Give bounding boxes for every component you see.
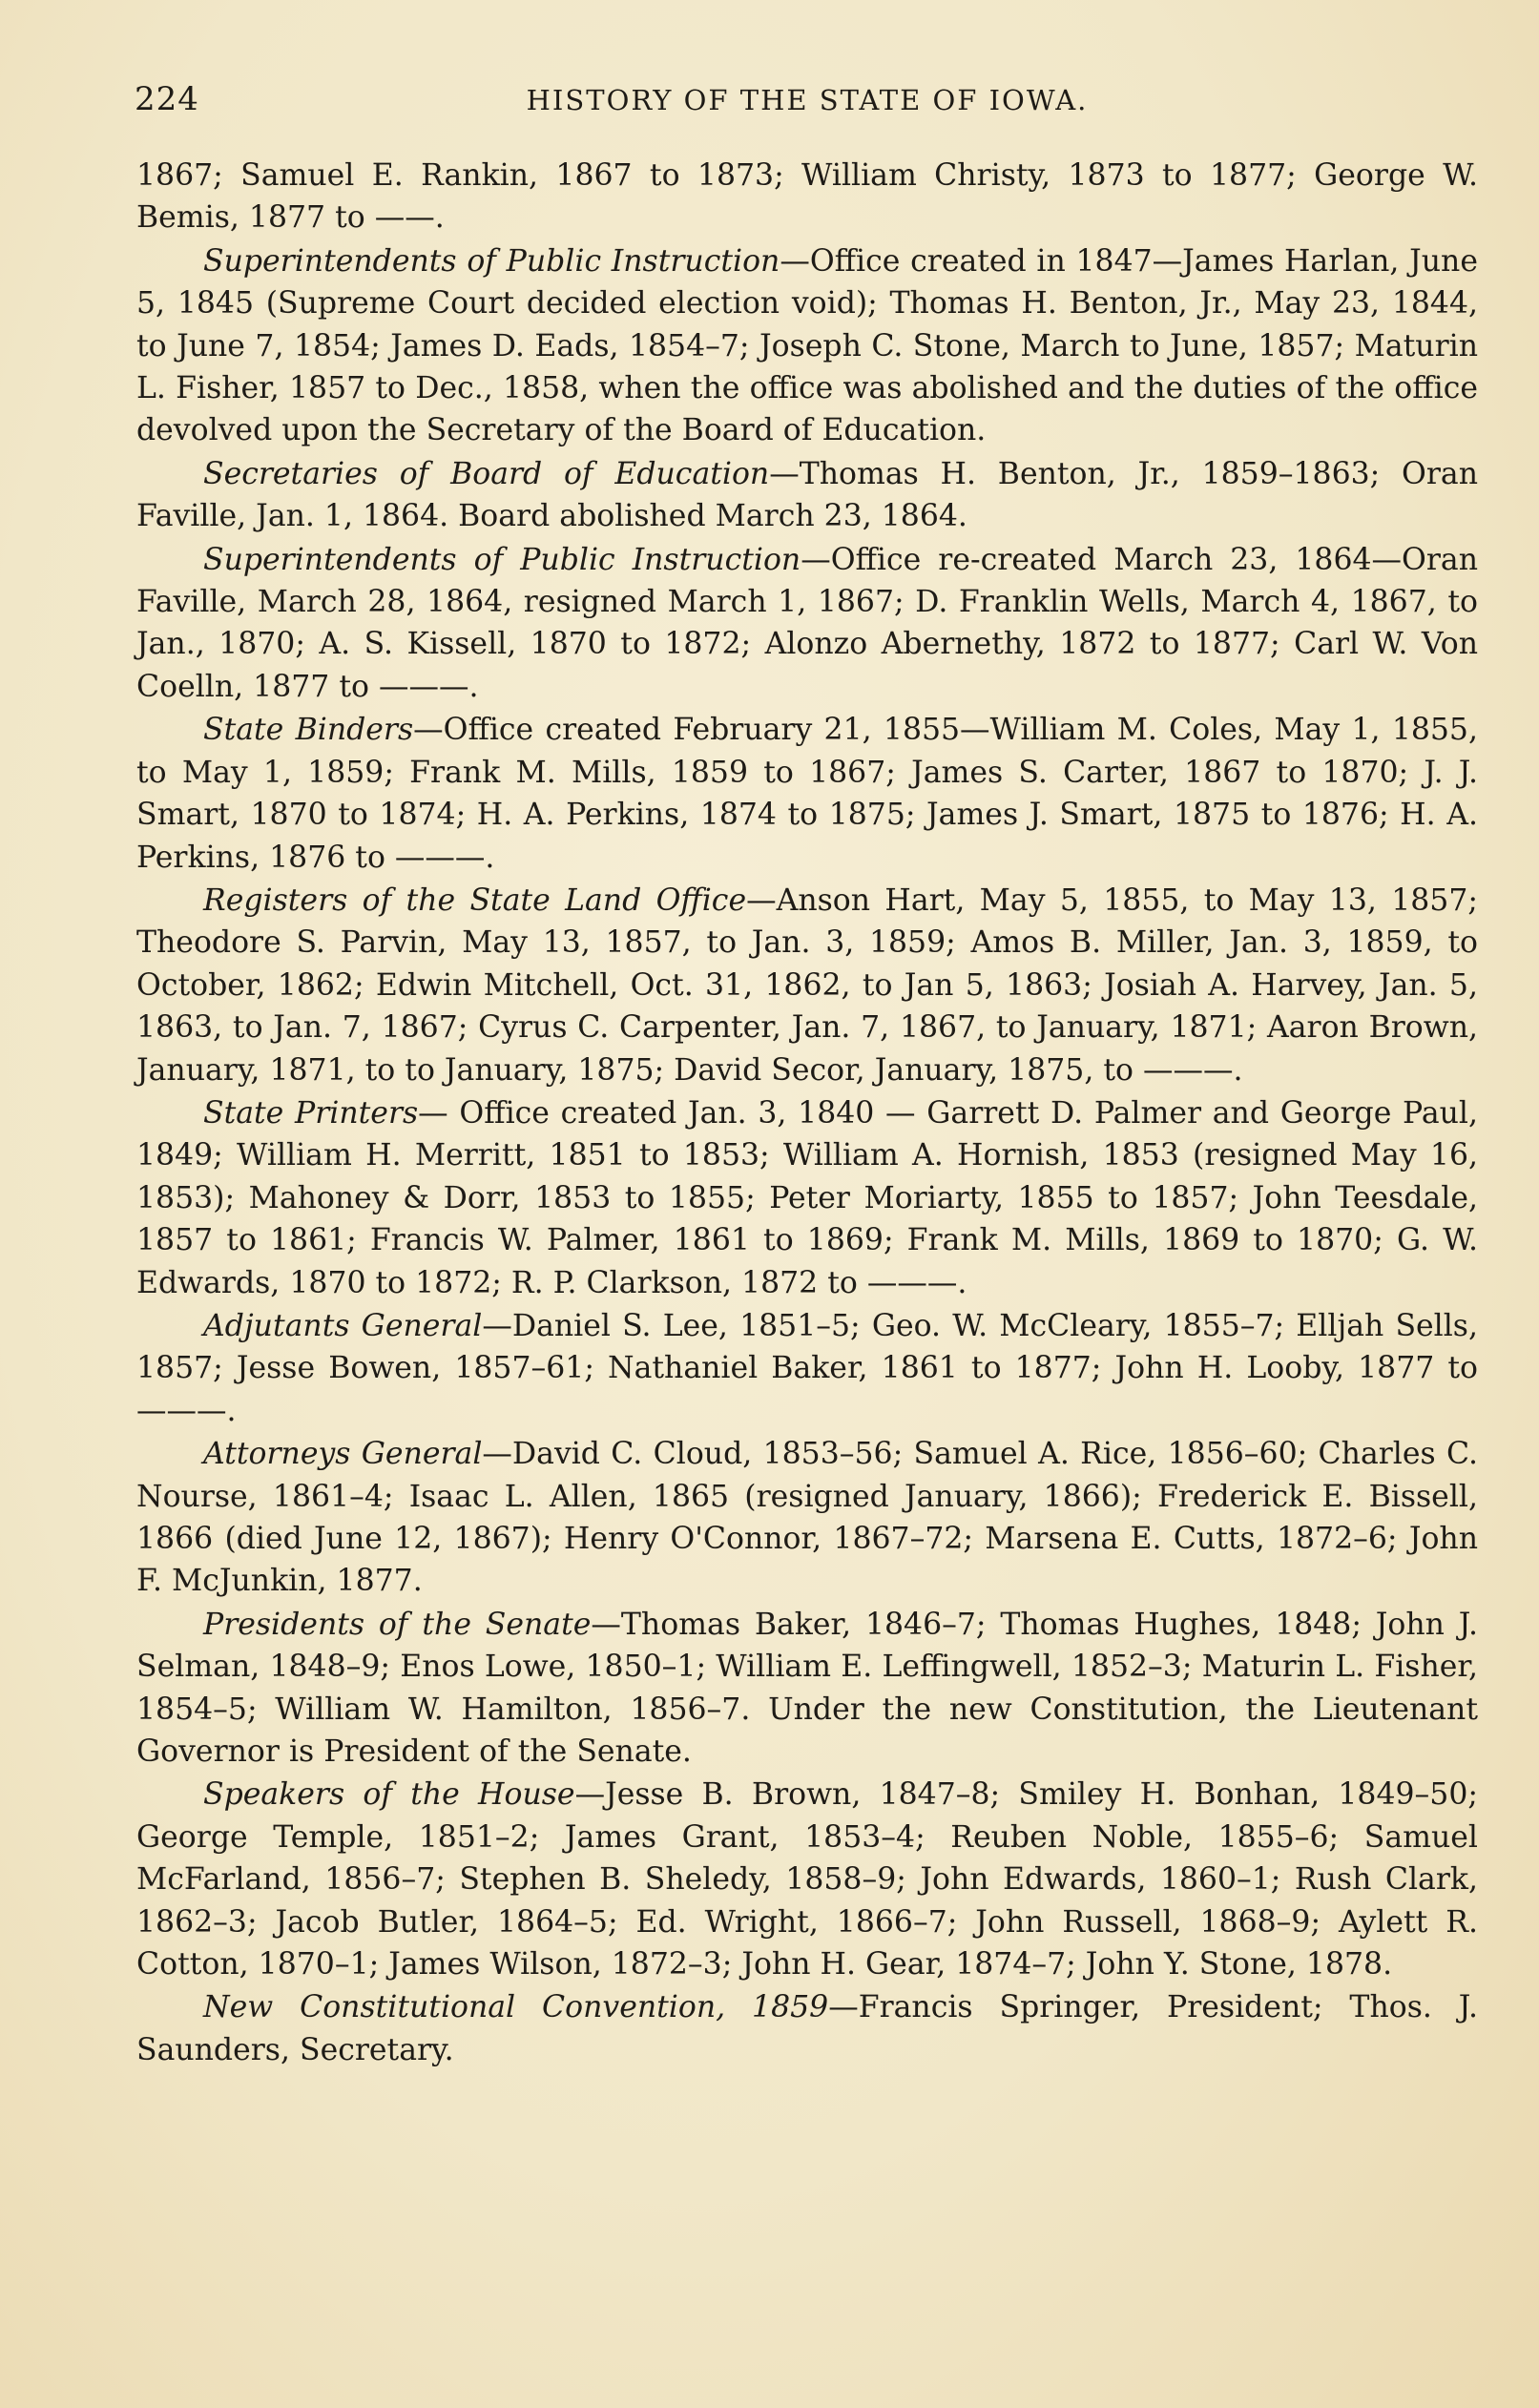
entry-secretaries-board-education bbox=[136, 453, 1478, 538]
entry-continuation bbox=[136, 155, 1478, 239]
entry-title: Superintendents of Public Instruction bbox=[203, 243, 780, 279]
entry-title: Presidents of the Senate bbox=[203, 1607, 592, 1642]
entry-title: Attorneys General bbox=[203, 1437, 483, 1472]
entry-text: —Daniel S. Lee, 1851–5; Geo. W. McCleary, 1855–7; Elljah Sells, 1857; Jesse Bowen, 1857–61; Nathaniel Baker, 1861 to 1877; John H. Looby, 1877 to ———. bbox=[136, 1308, 1478, 1428]
entry-text: —David C. Cloud, 1853–56; Samuel A. Rice, 1856–60; Charles C. Nourse, 1861–4; Isaac L. Allen, 1865 (resigned January, 1866); Frederick E. Bissell, 1866 (died June 12, 1867); Henry O'Connor, 1867–72; Marsena E. Cutts, 1872–6; John F. McJunkin, 1877. bbox=[136, 1437, 1478, 1599]
entry-title: Speakers of the House bbox=[203, 1777, 575, 1813]
entry-text: —Thomas Baker, 1846–7; Thomas Hughes, 1848; John J. Selman, 1848–9; Enos Lowe, 1850–1; William E. Leffingwell, 1852–3; Maturin L. Fisher, 1854–5; William W. Hamilton, 1856–7. Under the new Constitution, the Lieutenant Governor is President of the Senate. bbox=[136, 1607, 1478, 1770]
entry-text: —Francis Springer, President; Thos. J. Saunders, Secretary. bbox=[136, 1990, 1478, 2067]
page-number: 224 bbox=[135, 80, 199, 118]
entry-presidents-senate bbox=[136, 1604, 1478, 1774]
entry-text: —Office re-created March 23, 1864—Oran Faville, March 28, 1864, resigned March 1, 1867; D. Franklin Wells, March 4, 1867, to Jan., 1870; A. S. Kissell, 1870 to 1872; Alonzo Abernethy, 1872 to 1877; Carl W. Von Coelln, 1877 to ———. bbox=[136, 542, 1478, 704]
entry-text: 1867; Samuel E. Rankin, 1867 to 1873; William Christy, 1873 to 1877; George W. Bemis, 1877 to ——. bbox=[136, 158, 1478, 236]
entry-registers-state-land-office bbox=[136, 880, 1478, 1091]
body-text bbox=[136, 155, 1478, 2071]
entry-superintendents-public-instruction-1 bbox=[136, 240, 1478, 452]
entry-adjutants-general bbox=[136, 1305, 1478, 1432]
page-header bbox=[135, 80, 1480, 128]
entry-state-printers bbox=[136, 1092, 1478, 1304]
entry-superintendents-public-instruction-2 bbox=[136, 539, 1478, 709]
running-title: HISTORY OF THE STATE OF IOWA. bbox=[526, 84, 1089, 116]
entry-attorneys-general bbox=[136, 1433, 1478, 1603]
entry-title: State Binders bbox=[203, 713, 414, 748]
entry-constitutional-convention bbox=[136, 1986, 1478, 2071]
entry-title: State Printers bbox=[203, 1095, 419, 1131]
entry-text: —Jesse B. Brown, 1847–8; Smiley H. Bonhan, 1849–50; George Temple, 1851–2; James Grant, 1853–4; Reuben Noble, 1855–6; Samuel McFarland, 1856–7; Stephen B. Sheledy, 1858–9; John Edwards, 1860–1; Rush Clark, 1862–3; Jacob Butler, 1864–5; Ed. Wright, 1866–7; John Russell, 1868–9; Aylett R. Cotton, 1870–1; James Wilson, 1872–3; John H. Gear, 1874–7; John Y. Stone, 1878. bbox=[136, 1777, 1478, 1982]
entry-title: Adjutants General bbox=[203, 1308, 483, 1343]
entry-speakers-house bbox=[136, 1774, 1478, 1985]
entry-text: —Anson Hart, May 5, 1855, to May 13, 1857; Theodore S. Parvin, May 13, 1857, to Jan. 3, 1859; Amos B. Miller, Jan. 3, 1859, to October, 1862; Edwin Mitchell, Oct. 31, 1862, to Jan 5, 1863; Josiah A. Harvey, Jan. 5, 1863, to Jan. 7, 1867; Cyrus C. Carpenter, Jan. 7, 1867, to January, 1871; Aaron Brown, January, 1871, to to January, 1875; David Secor, January, 1875, to ———. bbox=[136, 882, 1478, 1088]
entry-title: Superintendents of Public Instruction bbox=[203, 542, 801, 577]
entry-title: Registers of the State Land Office bbox=[203, 882, 747, 918]
entry-state-binders bbox=[136, 709, 1478, 879]
entry-text: —Office created February 21, 1855—William M. Coles, May 1, 1855, to May 1, 1859; Frank M. Mills, 1859 to 1867; James S. Carter, 1867 to 1870; J. J. Smart, 1870 to 1874; H. A. Perkins, 1874 to 1875; James J. Smart, 1875 to 1876; H. A. Perkins, 1876 to ———. bbox=[136, 713, 1478, 875]
entry-text: —Office created in 1847—James Harlan, June 5, 1845 (Supreme Court decided election void); Thomas H. Benton, Jr., May 23, 1844, to June 7, 1854; James D. Eads, 1854–7; Joseph C. Stone, March to June, 1857; Maturin L. Fisher, 1857 to Dec., 1858, when the office was abolished and the duties of the office devolved upon the Secretary of the Board of Education. bbox=[136, 243, 1478, 448]
entry-text: — Office created Jan. 3, 1840 — Garrett D. Palmer and George Paul, 1849; William H. Merritt, 1851 to 1853; William A. Hornish, 1853 (resigned May 16, 1853); Mahoney & Dorr, 1853 to 1855; Peter Moriarty, 1855 to 1857; John Teesdale, 1857 to 1861; Francis W. Palmer, 1861 to 1869; Frank M. Mills, 1869 to 1870; G. W. Edwards, 1870 to 1872; R. P. Clarkson, 1872 to ———. bbox=[136, 1095, 1478, 1300]
entry-title: Secretaries of Board of Education bbox=[203, 456, 770, 491]
entry-title: New Constitutional Convention, 1859 bbox=[203, 1990, 829, 2025]
entry-text: —Thomas H. Benton, Jr., 1859–1863; Oran Faville, Jan. 1, 1864. Board abolished March 23, 1864. bbox=[136, 456, 1478, 534]
